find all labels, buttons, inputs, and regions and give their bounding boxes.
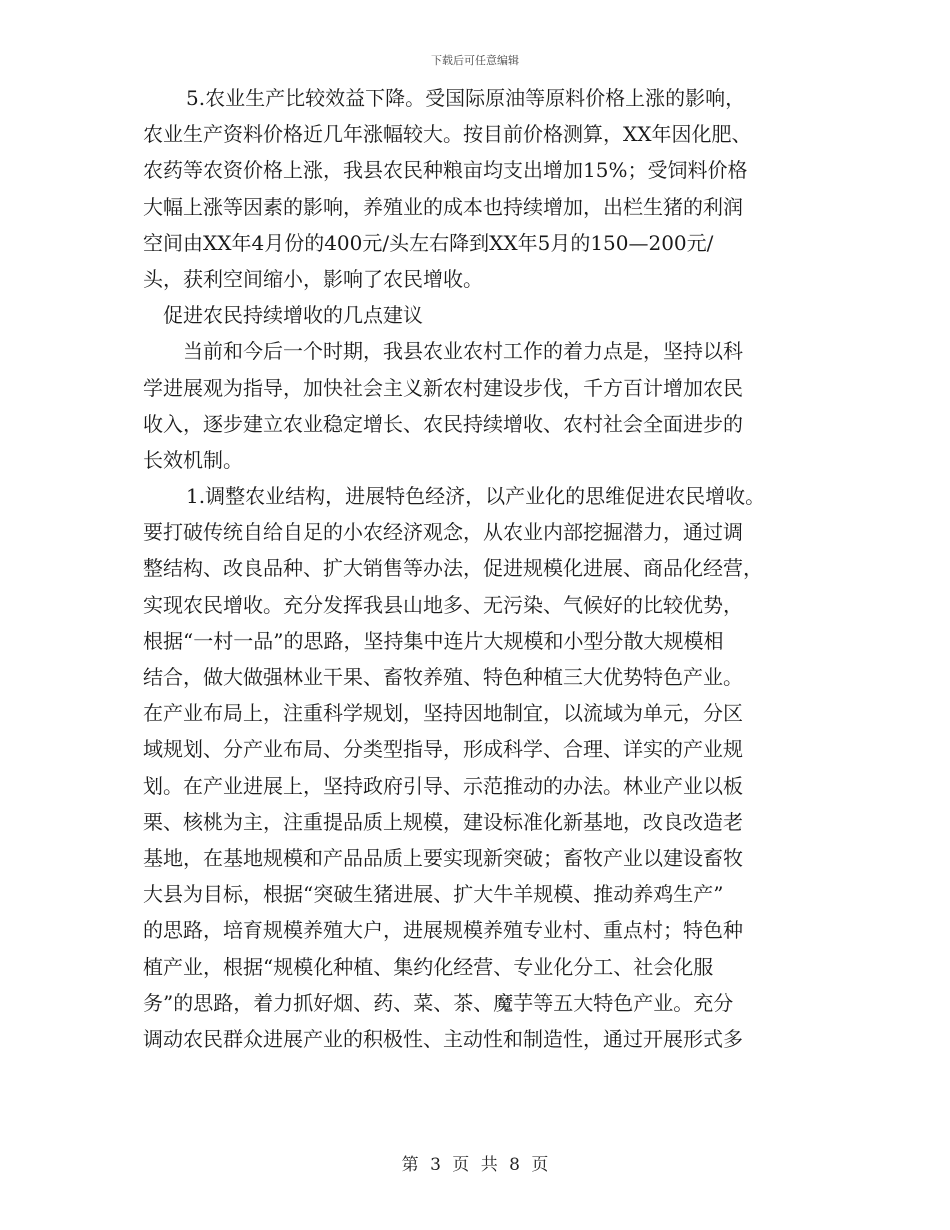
paragraph-line: 在产业布局上，注重科学规划，坚持因地制宜，以流域为单元，分区 [143, 701, 743, 726]
paragraph-line: 头，获利空间缩小，影响了农民增收。 [143, 266, 483, 291]
paragraph-line: 结合，做大做强林业干果、畜牧养殖、特色种植三大优势特色产业。 [143, 665, 743, 689]
paragraph-line: 促进农民持续增收的几点建议 [163, 303, 423, 328]
paragraph-line: 的思路，培育规模养殖大户，进展规模养殖专业村、重点村；特色种 [143, 918, 743, 943]
paragraph-line: 当前和今后一个时期，我县农业农村工作的着力点是，坚持以科 [183, 339, 743, 364]
paragraph-line: 根据“一村一品”的思路，坚持集中连片大规模和小型分散大规模相 [143, 628, 724, 653]
paragraph-line: 实现农民增收。充分发挥我县山地多、无污染、气候好的比较优势， [143, 592, 743, 617]
paragraph-line: 5.农业生产比较效益下降。受国际原油等原料价格上涨的影响， [186, 86, 746, 110]
paragraph-line: 大县为目标，根据“突破生猪进展、扩大牛羊规模、推动养鸡生产” [143, 882, 724, 907]
paragraph-line: 1.调整农业结构，进展特色经济，以产业化的思维促进农民增收。 [186, 484, 766, 509]
page-number-footer: 第 3 页 共 8 页 [401, 1155, 549, 1175]
paragraph-line: 植产业，根据“规模化种植、集约化经营、专业化分工、社会化服 [143, 954, 714, 979]
page-header-note: 下载后可任意编辑 [431, 54, 519, 67]
paragraph-line: 要打破传统自给自足的小农经济观念，从农业内部挖掘潜力，通过调 [143, 520, 743, 545]
paragraph-line: 划。在产业进展上，坚持政府引导、示范推动的办法。林业产业以板 [143, 773, 743, 798]
paragraph-line: 基地，在基地规模和产品品质上要实现新突破；畜牧产业以建设畜牧 [143, 845, 743, 870]
paragraph-line: 收入，逐步建立农业稳定增长、农民持续增收、农村社会全面进步的 [143, 411, 743, 436]
document-body [143, 80, 823, 1057]
paragraph-line: 栗、核桃为主，注重提品质上规模，建设标准化新基地，改良改造老 [143, 809, 743, 834]
paragraph-line: 长效机制。 [143, 447, 243, 472]
paragraph-line: 调动农民群众进展产业的积极性、主动性和制造性，通过开展形式多 [143, 1026, 743, 1051]
paragraph-line: 农药等农资价格上涨，我县农民种粮亩均支出增加15%；受饲料价格 [143, 158, 748, 183]
paragraph-line: 农业生产资料价格近几年涨幅较大。按目前价格测算，XX年因化肥、 [143, 122, 752, 147]
paragraph-line: 域规划、分产业布局、分类型指导，形成科学、合理、详实的产业规 [143, 737, 743, 762]
paragraph-line: 空间由XX年4月份的400元/头左右降到XX年5月的150—200元/ [143, 230, 714, 255]
paragraph-line: 务”的思路，着力抓好烟、药、菜、茶、魔芋等五大特色产业。充分 [143, 990, 734, 1015]
paragraph-line: 整结构、改良品种、扩大销售等办法，促进规模化进展、商品化经营， [143, 556, 763, 581]
paragraph-line: 学进展观为指导，加快社会主义新农村建设步伐，千方百计增加农民 [143, 375, 743, 400]
paragraph-line: 大幅上涨等因素的影响，养殖业的成本也持续增加，出栏生猪的利润 [143, 194, 743, 219]
